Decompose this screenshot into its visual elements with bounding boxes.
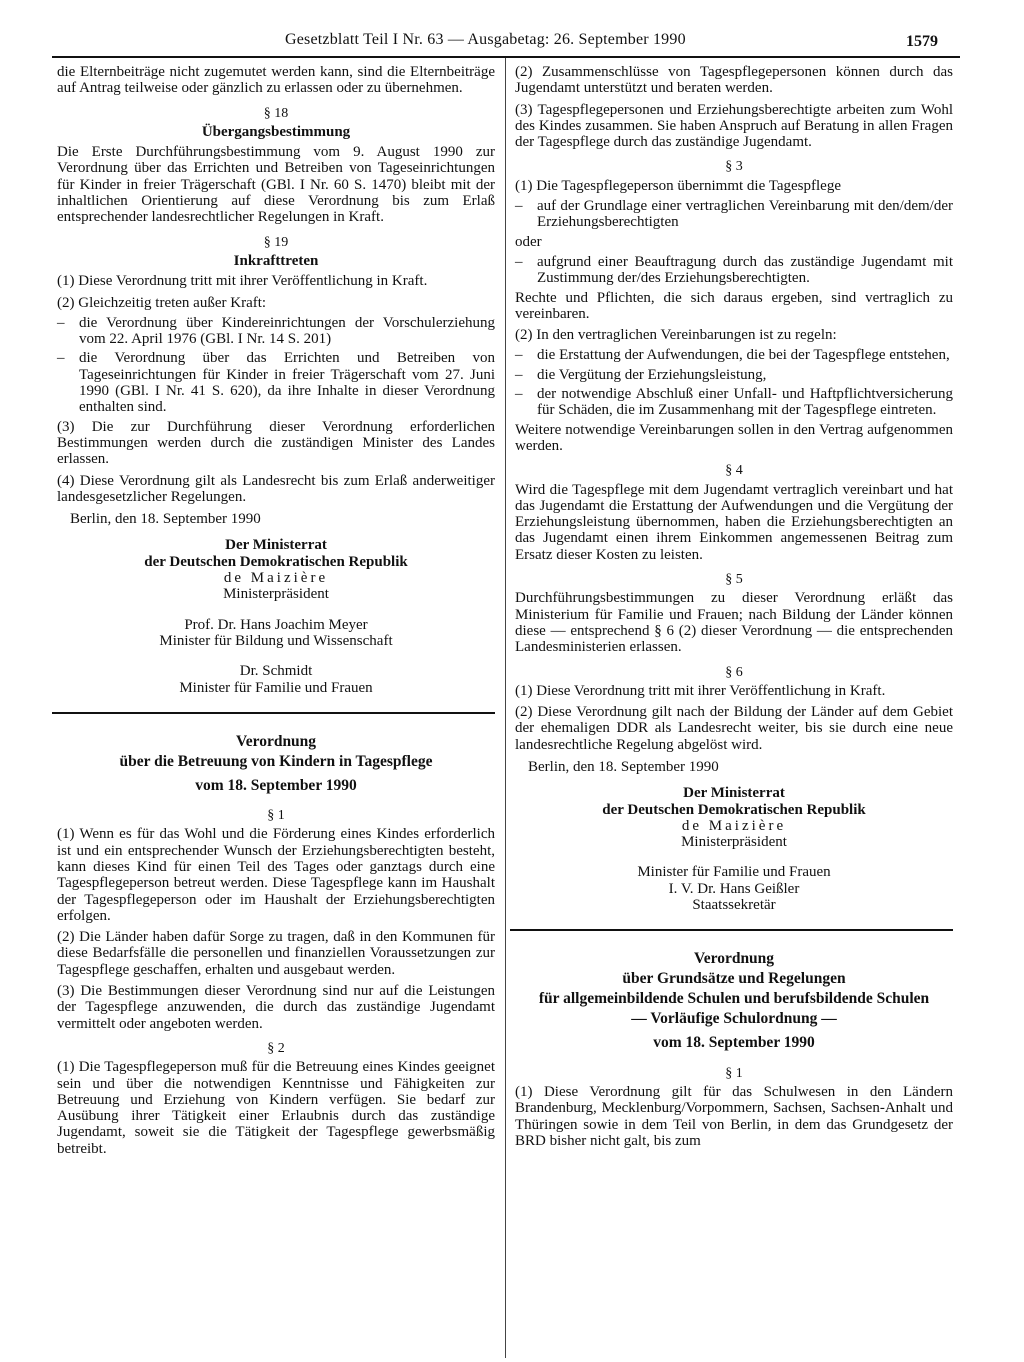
paragraph: (1) Wenn es für das Wohl und die Förderung eines Kindes erforderlich ist und ein entsprechender Wunsch der Erziehungsberechtigten besteht, kann dieses Kind für einen Teil des Tages oder ganztags durch eine Tagespflegeperson betreut werden. Diese Tagespflege kann im Haushalt der Tagespflegeperson oder im Haushalt der Erziehungsberechtigten erfolgen. [57, 826, 495, 924]
paragraph: (4) Diese Verordnung gilt als Landesrecht bis zum Erlaß anderweitiger landesgesetzlicher Regelungen. [57, 472, 495, 505]
date-line: Berlin, den 18. September 1990 [70, 511, 261, 528]
decree-date: vom 18. September 1990 [653, 1034, 815, 1052]
list-item: – aufgrund einer Beauftragung durch das zuständige Jugendamt mit Zustimmung der/des Erziehungsberechtigten. [515, 253, 953, 287]
decree-title: über die Betreuung von Kindern in Tagespflege [119, 752, 433, 770]
page-number: 1579 [906, 33, 938, 50]
paragraph: (3) Die zur Durchführung dieser Verordnung erforderlichen Bestimmungen werden durch die zuständigen Minister des Landes erlassen. [57, 418, 495, 468]
date-line: Berlin, den 18. September 1990 [528, 758, 719, 775]
council-name: Der Ministerrat [225, 537, 327, 554]
list-item: – die Erstattung der Aufwendungen, die bei der Tagespflege entstehen, [515, 347, 950, 364]
signatory-name: Prof. Dr. Hans Joachim Meyer [184, 616, 368, 633]
decree-title: über Grundsätze und Regelungen [622, 970, 846, 988]
paragraph: (2) Diese Verordnung gilt nach der Bildung der Länder auf dem Gebiet der ehemaligen DDR als Landesrecht weiter, bis sie durch eine neue landesrechtliche Regelung abgelöst wird. [515, 704, 953, 753]
section-rule [510, 929, 953, 931]
gazette-title: Gesetzblatt Teil I Nr. 63 — Ausgabetag: 26. September 1990 [285, 31, 686, 48]
paragraph: (1) Diese Verordnung gilt für das Schulwesen in den Ländern Brandenburg, Mecklenburg/Vorpommern, Sachsen, Sachsen-Anhalt und Thüringen sowie in dem Teil von Berlin, in dem das Grundgesetz der BRD bisher nicht galt, bis zum [515, 1083, 953, 1149]
continued-paragraph: die Elternbeiträge nicht zugemutet werden kann, sind die Elternbeiträge auf Antrag teilweise oder gänzlich zu erlassen oder zu übernehmen. [57, 64, 495, 97]
dash-marker: – [515, 386, 523, 403]
signatory-role: Staatssekretär [692, 897, 776, 914]
paragraph: (2) Zusammenschlüsse von Tagespflegepersonen können durch das Jugendamt unterstützt und beraten werden. [515, 64, 953, 97]
section-title: Übergangsbestimmung [201, 123, 351, 140]
paragraph: (3) Die Bestimmungen dieser Verordnung sind nur auf die Leistungen der Tagespflege anzuwenden, die durch das zuständige Jugendamt vermittelt oder angeboten werden. [57, 983, 495, 1032]
section-number: § 2 [267, 1040, 285, 1056]
dash-marker: – [515, 366, 523, 383]
paragraph: Rechte und Pflichten, die sich daraus ergeben, sind vertraglich zu vereinbaren. [515, 289, 953, 322]
signatory-title: Minister für Familie und Frauen [637, 864, 831, 881]
section-number: § 1 [725, 1065, 743, 1081]
dash-marker: – [57, 350, 65, 367]
section-rule [52, 712, 495, 714]
paragraph: Die Erste Durchführungsbestimmung vom 9. August 1990 zur Verordnung über das Errichten und Betreiben von Tageseinrichtungen für Kinder in freier Trägerschaft (GBl. I Nr. 60 S. 1470) bleibt mit der inhaltlichen Orientierung auf diese Verordnung bis zum Erlaß entsprechender landesrechtlicher Regelungen in Kraft. [57, 144, 495, 226]
list-item: – auf der Grundlage einer vertraglichen Vereinbarung mit den/dem/der Erziehungsberechtigten [515, 198, 953, 231]
header-rule [52, 56, 960, 58]
decree-date: vom 18. September 1990 [195, 776, 357, 794]
paragraph: (3) Tagespflegepersonen und Erziehungsberechtigte arbeiten zum Wohl des Kindes zusammen. Sie haben Anspruch auf Beratung in allen Fragen der Tagespflege durch das zuständige Jugendamt. [515, 101, 953, 151]
list-item: – die Verordnung über das Errichten und Betreiben von Tageseinrichtungen für Kinder in freier Trägerschaft vom 27. Juni 1990 (GBl. I Nr. 41 S. 620), da ihre Inhalte in dieser Verordnung enthalten sind. [57, 350, 495, 416]
dash-marker: – [515, 253, 523, 270]
signatory-name: de Maizière [223, 570, 329, 587]
column-divider [505, 58, 506, 1358]
decree-title: Verordnung [235, 732, 317, 750]
dash-marker: – [57, 314, 65, 331]
signatory-title: Ministerpräsident [223, 586, 329, 603]
paragraph: Wird die Tagespflege mit dem Jugendamt vertraglich vereinbart und hat das Jugendamt die Erstattung der Aufwendungen und die Vergütung der Erziehungsleistung übernommen, haben die Erziehungsberechtigten an das Jugendamt einen ihrem Einkommen angemessenen Beitrag zum Ersatz dieser Kosten zu leisten. [515, 481, 953, 563]
list-item: – der notwendige Abschluß einer Unfall- und Haftpflichtversicherung für Schäden, die im Zusammenhang mit der Tagespflege eintreten. [515, 386, 953, 419]
decree-subtitle: — Vorläufige Schulordnung — [631, 1010, 837, 1028]
signatory-title: Minister für Bildung und Wissenschaft [159, 632, 393, 649]
signatory-title: Ministerpräsident [681, 834, 787, 851]
section-number: § 5 [725, 572, 743, 588]
section-number: § 18 [263, 105, 289, 121]
paragraph: (1) Diese Verordnung tritt mit ihrer Veröffentlichung in Kraft. [57, 273, 428, 290]
page-header [0, 30, 1024, 54]
decree-title: Verordnung [693, 950, 775, 968]
paragraph: (2) In den vertraglichen Vereinbarungen ist zu regeln: [515, 327, 837, 344]
dash-marker: – [515, 198, 523, 215]
signatory-title: Minister für Familie und Frauen [179, 679, 373, 696]
section-number: § 6 [725, 664, 743, 680]
paragraph: (2) Gleichzeitig treten außer Kraft: [57, 294, 267, 311]
decree-title: für allgemeinbildende Schulen und berufsbildende Schulen [538, 990, 930, 1008]
paragraph: (1) Die Tagespflegeperson muß für die Betreuung eines Kindes geeignet sein und über die notwendigen Kenntnisse und Fähigkeiten zur Betreuung und Erziehung von Kindern verfügen. Sie bedarf zur Ausübung ihrer Tätigkeit einer Erlaubnis durch das zuständige Jugendamt, soweit sie die Tätigkeit der Tagespflege gewerbsmäßig betreibt. [57, 1059, 495, 1157]
paragraph: Weitere notwendige Vereinbarungen sollen in den Vertrag aufgenommen werden. [515, 421, 953, 454]
section-number: § 19 [263, 234, 289, 250]
list-item: – die Verordnung über Kindereinrichtungen der Vorschulerziehung vom 22. April 1976 (GBl. I Nr. 14 S. 201) [57, 314, 495, 348]
section-number: § 3 [725, 159, 743, 175]
council-name: der Deutschen Demokratischen Republik [144, 553, 408, 570]
list-item: – die Vergütung der Erziehungsleistung, [515, 366, 767, 383]
signatory-name: Dr. Schmidt [239, 663, 313, 680]
section-number: § 1 [267, 808, 285, 824]
paragraph: (2) Die Länder haben dafür Sorge zu tragen, daß in den Kommunen für diese Bedarfsfälle die personellen und finanziellen Voraussetzungen zur Tagespflege geschaffen, erhalten und ausgebaut werden. [57, 929, 495, 978]
council-name: der Deutschen Demokratischen Republik [602, 801, 866, 818]
section-title: Inkrafttreten [233, 252, 319, 269]
paragraph: (1) Diese Verordnung tritt mit ihrer Veröffentlichung in Kraft. [515, 682, 886, 699]
paragraph: (1) Die Tagespflegeperson übernimmt die Tagespflege [515, 177, 841, 194]
dash-marker: – [515, 347, 523, 364]
conjunction: oder [515, 233, 542, 250]
signatory-name: I. V. Dr. Hans Geißler [668, 880, 800, 897]
section-number: § 4 [725, 463, 743, 479]
signatory-name: de Maizière [681, 817, 787, 834]
council-name: Der Ministerrat [683, 785, 785, 802]
right-column [515, 64, 953, 1154]
left-column [57, 64, 495, 1162]
paragraph: Durchführungsbestimmungen zu dieser Verordnung erläßt das Ministerium für Familie und Frauen; nach Bildung der Länder können diese — entsprechend § 6 (2) dieser Verordnung — die entsprechenden Landesministerien erlassen. [515, 590, 953, 656]
